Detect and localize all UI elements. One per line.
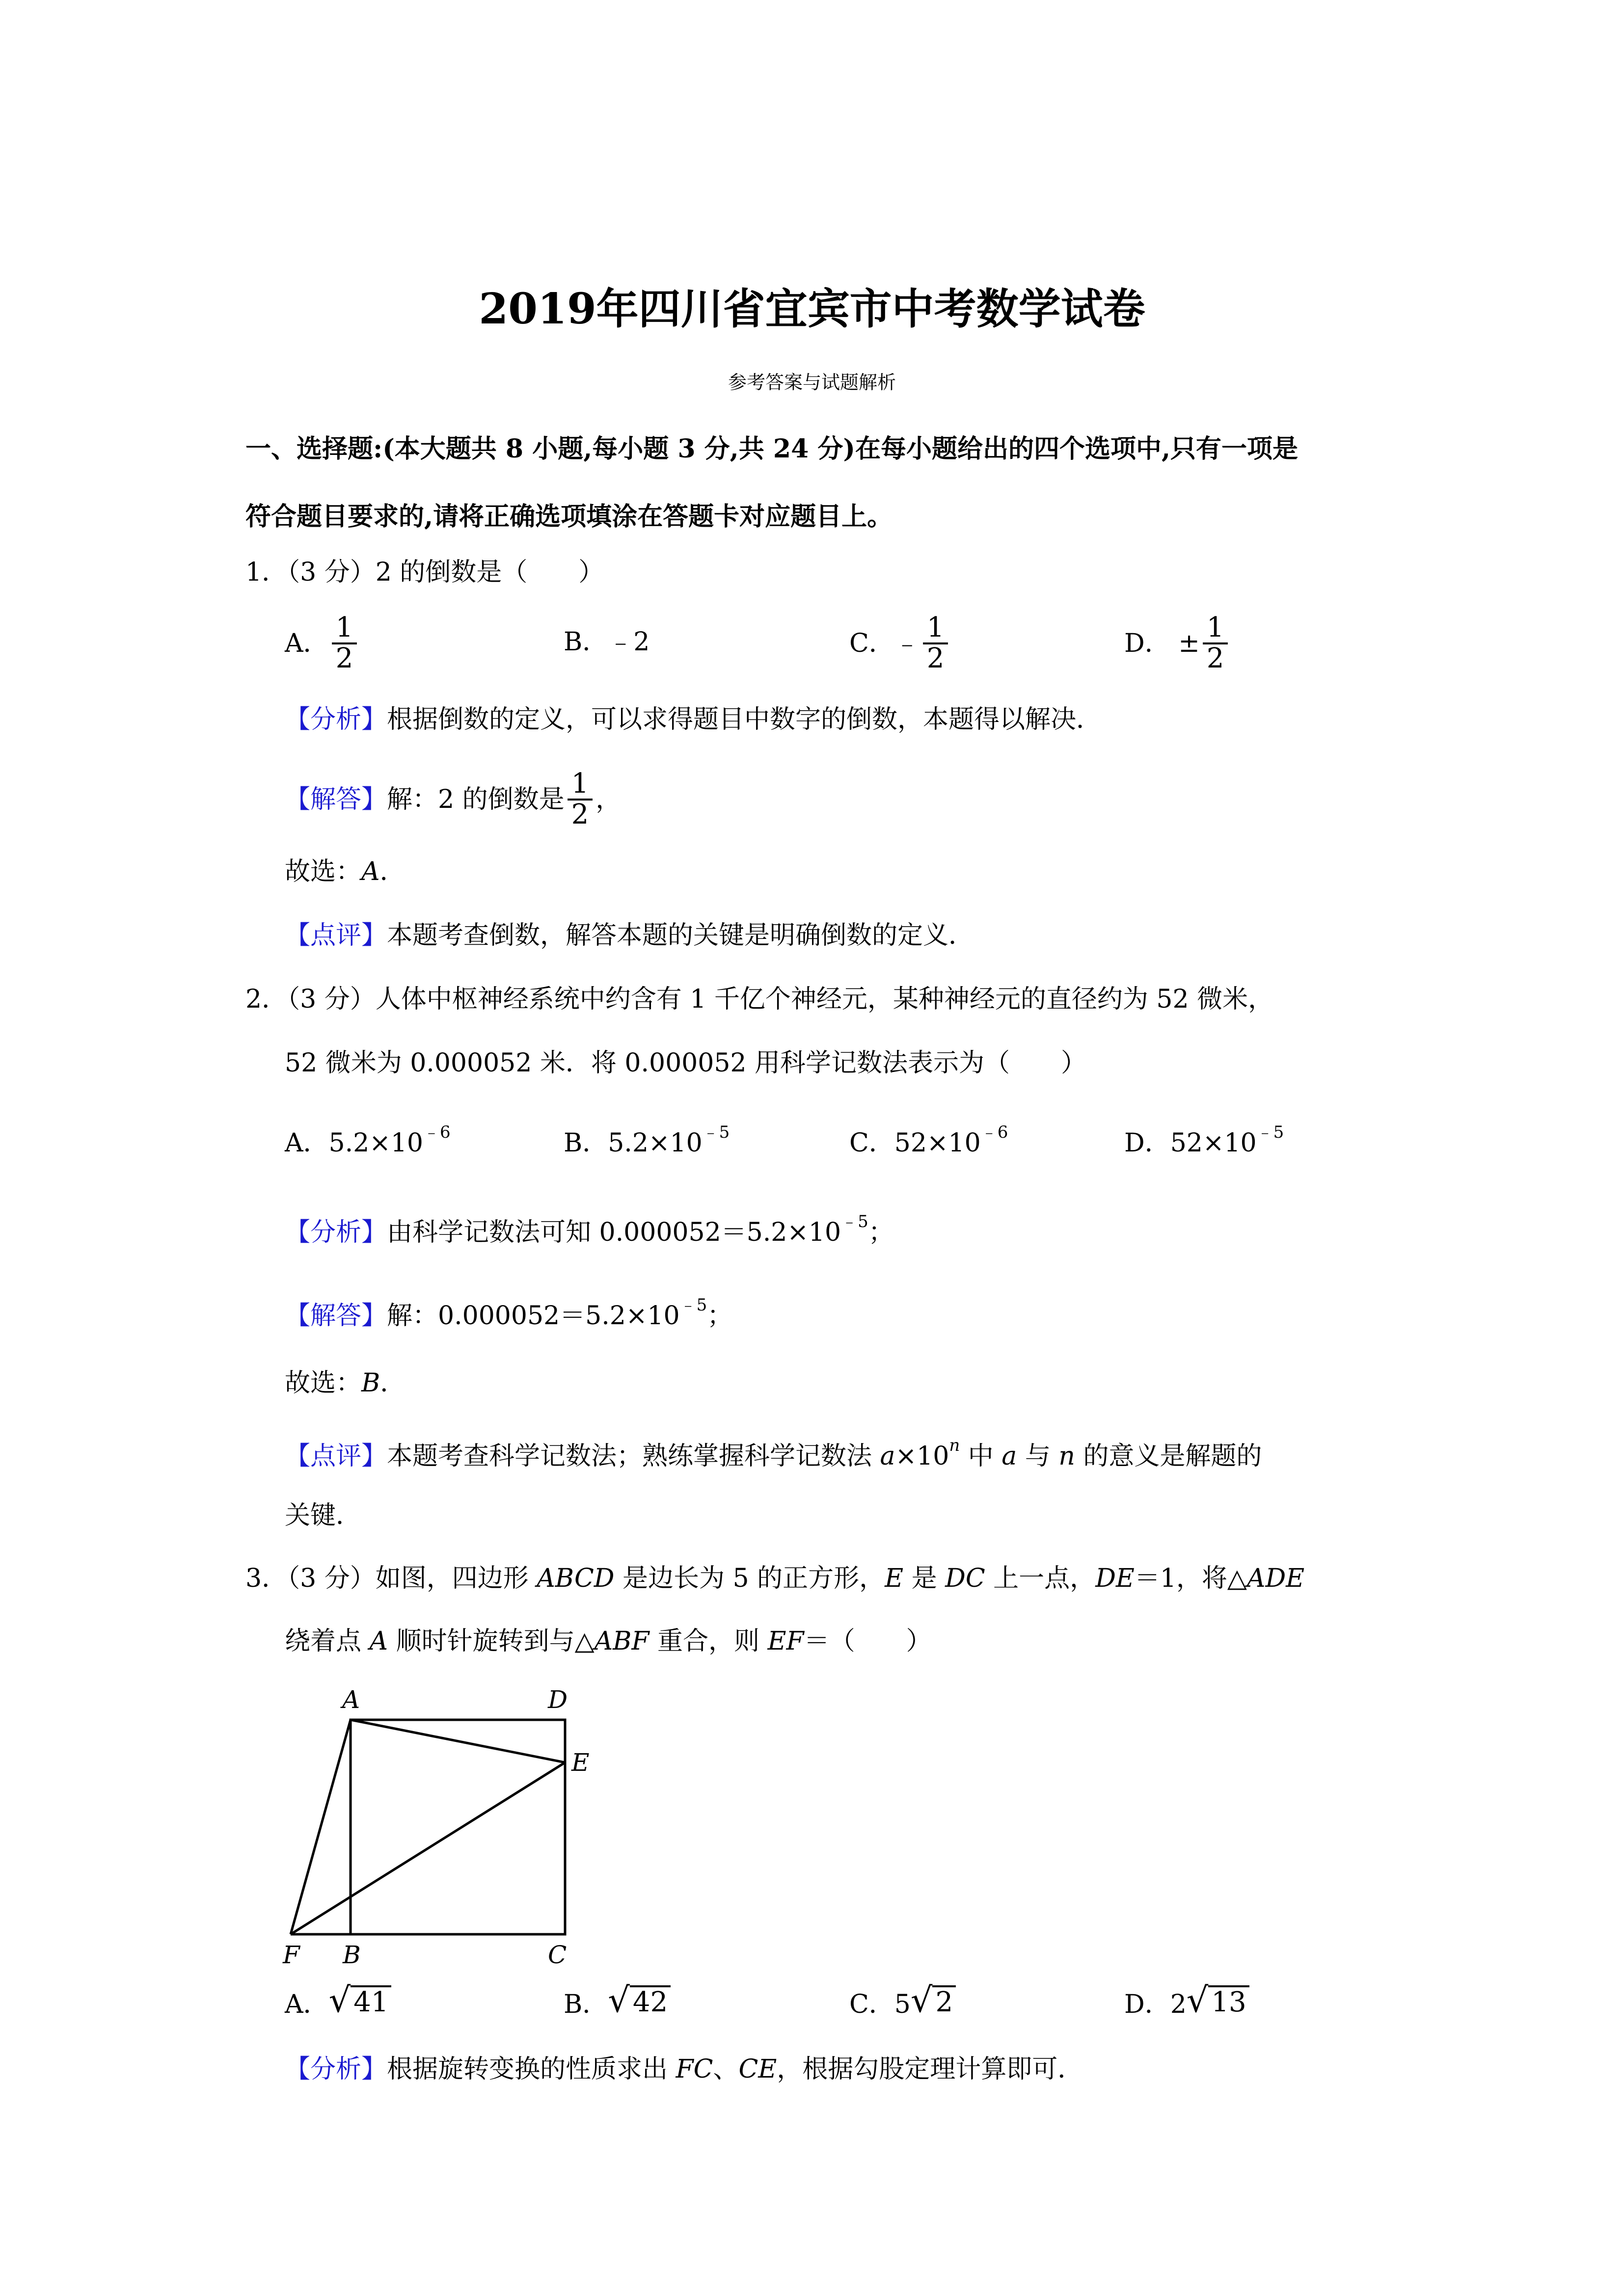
sqrt-argument: 41	[351, 1985, 391, 2017]
analysis-label: 【分析】	[285, 1218, 387, 1247]
q3-figure	[275, 1683, 619, 1968]
q3-analysis-text: 根据旋转变换的性质求出	[387, 2055, 676, 2084]
q2-comment-text-b: ×10	[895, 1442, 949, 1471]
q3-var-e: E	[885, 1564, 904, 1593]
q3-stem-line1	[245, 1566, 1304, 1591]
sqrt-argument: 2	[932, 1985, 956, 2017]
sqrt-symbol: √ 13	[1187, 1983, 1249, 2017]
sqrt-symbol: √ 2	[911, 1983, 956, 2017]
answer-label: 【解答】	[285, 1301, 387, 1331]
q1-option-c-fraction	[923, 614, 948, 673]
q3-option-d-label: D．2	[1124, 1990, 1187, 2019]
q3-var-de: DE	[1095, 1564, 1135, 1593]
q2-option-c-base: C．52×10	[849, 1128, 981, 1158]
analysis-label: 【分析】	[285, 705, 387, 734]
choice-suffix: ．	[379, 857, 406, 886]
choice-prefix: 故选：	[285, 1368, 362, 1398]
q2-option-b-base: B．5.2×10	[564, 1128, 703, 1158]
q1-option-d-label: D． ±	[1124, 628, 1200, 658]
q2-analysis-exponent: ﹣5	[841, 1212, 868, 1231]
sqrt-symbol: √ 41	[329, 1983, 392, 2017]
q2-option-c-exponent: ﹣6	[980, 1122, 1008, 1142]
q2-comment-var-a2: a	[1001, 1442, 1017, 1471]
fraction-denominator: 2	[926, 642, 945, 674]
q1-answer	[285, 770, 621, 829]
fraction-numerator: 1	[923, 614, 948, 644]
q3-text: 重合，则	[649, 1627, 768, 1656]
q2-comment-var-a: a	[880, 1442, 895, 1471]
vertex-label-e: E	[571, 1748, 590, 1777]
q3-var-dc: DC	[945, 1564, 985, 1593]
fraction-numerator: 1	[332, 614, 357, 644]
q1-option-d-fraction	[1203, 614, 1228, 673]
choice-letter: B	[361, 1368, 380, 1398]
q2-option-b-exponent: ﹣5	[702, 1122, 730, 1142]
q3-option-b	[564, 1980, 671, 2020]
q2-answer-base: 解：0.000052＝5.2×10	[387, 1301, 680, 1331]
fraction-numerator: 1	[568, 770, 593, 801]
page-title: 2019年四川省宜宾市中考数学试卷	[479, 284, 1145, 334]
comment-label: 【点评】	[285, 921, 387, 950]
vertex-label-c: C	[548, 1941, 567, 1968]
q1-option-a-label: A．	[285, 628, 329, 658]
q3-text: ＝1，将△	[1134, 1564, 1247, 1593]
q3-var-a: A	[369, 1627, 388, 1656]
q1-option-a-fraction	[332, 614, 357, 673]
choice-letter: A	[361, 857, 380, 886]
fraction-denominator: 2	[1206, 642, 1224, 674]
q3-analysis	[285, 2056, 1083, 2082]
q3-var-ade: ADE	[1246, 1564, 1305, 1593]
q2-comment-line1	[285, 1437, 1262, 1469]
q1-option-d	[1124, 614, 1231, 673]
q2-comment-sup-n: n	[949, 1436, 960, 1455]
segment-ae	[351, 1720, 565, 1762]
q3-var-abcd: ABCD	[537, 1564, 615, 1593]
q1-option-c-label: C．﹣	[849, 628, 920, 658]
q3-var-ef: EF	[767, 1627, 804, 1656]
q1-answer-fraction	[568, 770, 593, 829]
q1-option-b: B．﹣2	[564, 627, 650, 657]
q2-option-d-exponent: ﹣5	[1256, 1122, 1284, 1142]
q3-analysis-var-fc: FC	[676, 2055, 713, 2084]
section-heading-line1: 一、选择题:(本大题共 8 小题,每小题 3 分,共 24 分)在每小题给出的四个选项中,只有一项是	[245, 434, 1299, 464]
q2-option-a-base: A．5.2×10	[285, 1128, 423, 1158]
q2-answer	[285, 1297, 732, 1329]
choice-suffix: ．	[380, 1368, 406, 1398]
vertex-label-f: F	[283, 1941, 300, 1968]
page-subtitle: 参考答案与试题解析	[728, 372, 896, 393]
answer-label: 【解答】	[285, 784, 387, 814]
sqrt-argument: 42	[630, 1985, 671, 2017]
q2-analysis-suffix: ；	[868, 1218, 894, 1247]
q2-answer-suffix: ；	[707, 1301, 733, 1331]
q3-option-b-label: B．	[564, 1990, 608, 2019]
q2-analysis-base: 由科学记数法可知 0.000052＝5.2×10	[387, 1218, 841, 1247]
q3-var-abf: ABF	[594, 1627, 650, 1656]
q2-choice	[285, 1370, 406, 1396]
q3-option-a	[285, 1980, 391, 2020]
q1-answer-suffix: ，	[595, 784, 622, 814]
q3-option-c-label: C．5	[849, 1990, 911, 2019]
vertex-label-b: B	[343, 1941, 361, 1968]
square-abcd	[351, 1720, 565, 1934]
fraction-denominator: 2	[571, 798, 589, 830]
q3-text: ＝（ ）	[804, 1627, 932, 1656]
q1-comment-text: 本题考查倒数，解答本题的关键是明确倒数的定义．	[387, 921, 974, 950]
q1-option-c	[849, 614, 951, 673]
analysis-label: 【分析】	[285, 2055, 387, 2084]
q2-comment-text-e: 的意义是解题的	[1075, 1442, 1262, 1471]
q3-text: 顺时针旋转到与△	[388, 1627, 595, 1656]
comment-label: 【点评】	[285, 1442, 387, 1471]
q2-option-b	[564, 1124, 730, 1156]
q1-option-a	[285, 614, 360, 673]
q3-option-a-label: A．	[285, 1990, 329, 2019]
vertex-label-a: A	[342, 1685, 360, 1714]
q3-text: 绕着点	[285, 1627, 370, 1656]
q2-answer-exponent: ﹣5	[679, 1295, 707, 1315]
fraction-numerator: 1	[1203, 614, 1228, 644]
q2-comment-text-c: 中	[960, 1442, 1002, 1471]
q3-option-c	[849, 1980, 956, 2020]
q3-text: 是	[903, 1564, 946, 1593]
q3-text: 上一点，	[985, 1564, 1096, 1593]
q2-comment-text-a: 本题考查科学记数法；熟练掌握科学记数法	[387, 1442, 880, 1471]
q1-stem: 1．（3 分）2 的倒数是（ ）	[245, 558, 604, 587]
q2-option-d	[1124, 1124, 1284, 1156]
fraction-denominator: 2	[335, 642, 353, 674]
q2-analysis	[285, 1213, 894, 1245]
q1-analysis	[285, 707, 1102, 732]
q3-stem-line2	[285, 1629, 932, 1654]
q3-text: 3．（3 分）如图，四边形	[245, 1564, 537, 1593]
q2-option-d-base: D．52×10	[1124, 1128, 1257, 1158]
q2-option-a	[285, 1124, 451, 1156]
section-heading-line2: 符合题目要求的,请将正确选项填涂在答题卡对应题目上。	[245, 502, 893, 532]
q1-choice	[285, 859, 406, 884]
q3-analysis-var-ce: CE	[738, 2055, 777, 2084]
q2-option-a-exponent: ﹣6	[423, 1122, 451, 1142]
q3-analysis-text: ，根据勾股定理计算即可．	[777, 2055, 1083, 2084]
q3-option-d	[1124, 1980, 1249, 2020]
q3-analysis-text: 、	[713, 2055, 739, 2084]
q2-comment-text-d: 与	[1017, 1442, 1059, 1471]
q2-stem-line1: 2．（3 分）人体中枢神经系统中约含有 1 千亿个神经元，某种神经元的直径约为 52 微米，	[245, 985, 1274, 1014]
sqrt-argument: 13	[1208, 1985, 1249, 2017]
q2-comment-var-n: n	[1058, 1442, 1075, 1471]
sqrt-symbol: √ 42	[608, 1983, 671, 2017]
q1-comment	[285, 923, 974, 948]
choice-prefix: 故选：	[285, 857, 362, 886]
q1-analysis-text: 根据倒数的定义，可以求得题目中数字的倒数，本题得以解决．	[387, 705, 1102, 734]
q3-text: 是边长为 5 的正方形，	[614, 1564, 885, 1593]
q2-stem-line2: 52 微米为 0.000052 米．将 0.000052 用科学记数法表示为（ ）	[285, 1048, 1087, 1078]
q2-comment-line2: 关键．	[285, 1501, 362, 1530]
q1-answer-text: 解：2 的倒数是	[387, 784, 565, 814]
q2-option-c	[849, 1124, 1008, 1156]
vertex-label-d: D	[548, 1685, 568, 1714]
